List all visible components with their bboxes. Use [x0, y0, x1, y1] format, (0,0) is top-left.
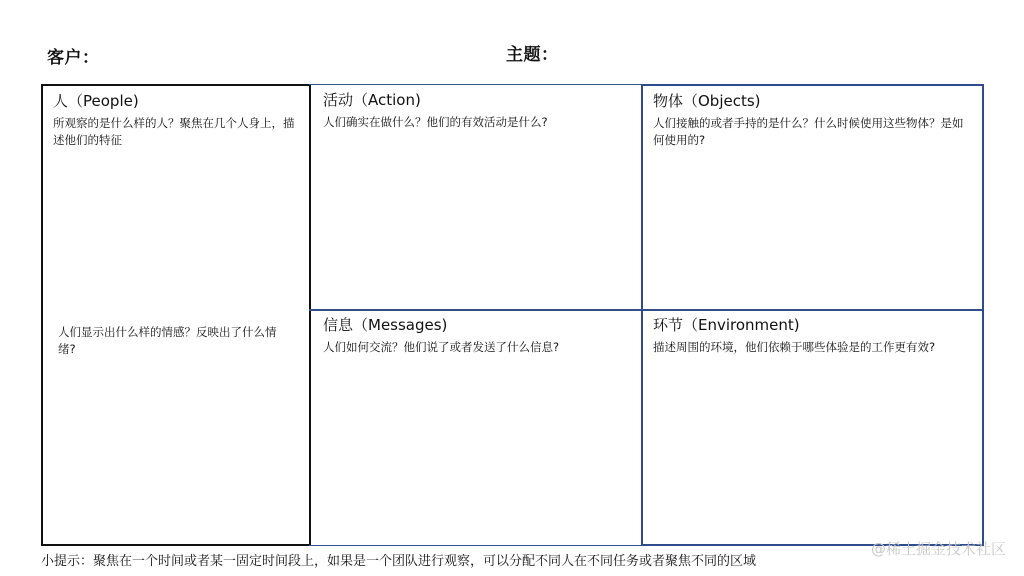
objects-prompt: 人们接触的或者手持的是什么？什么时候使用这些物体？是如何使用的?	[653, 116, 964, 147]
people-prompt-characteristics: 所观察的是什么样的人？聚焦在几个人身上，描述他们的特征	[53, 116, 295, 147]
action-prompt: 人们确实在做什么？他们的有效活动是什么?	[323, 115, 548, 129]
observation-grid	[41, 84, 984, 546]
environment-cell	[641, 309, 984, 546]
objects-cell	[641, 84, 984, 311]
footer-hint: 小提示：聚焦在一个时间或者某一固定时间段上，如果是一个团队进行观察，可以分配不同人在不同任务或者聚焦不同的区域	[41, 554, 757, 569]
people-prompt-emotions: 人们显示出什么样的情感？反映出了什么情绪?	[58, 325, 277, 356]
objects-title: 物体（Objects)	[653, 92, 761, 110]
messages-prompt: 人们如何交流？他们说了或者发送了什么信息?	[323, 340, 560, 354]
watermark: @稀土掘金技术社区	[870, 540, 1006, 558]
environment-title: 环节（Environment)	[653, 316, 800, 334]
action-title: 活动（Action)	[323, 91, 421, 109]
messages-cell	[309, 309, 642, 546]
messages-title: 信息（Messages)	[323, 316, 448, 334]
environment-prompt: 描述周围的环境，他们依赖于哪些体验是的工作更有效?	[653, 340, 936, 354]
client-label: 客户：	[47, 48, 100, 68]
action-cell	[309, 84, 642, 311]
people-cell	[41, 84, 311, 546]
people-title: 人（People)	[53, 92, 139, 110]
topic-label: 主题：	[506, 45, 559, 65]
